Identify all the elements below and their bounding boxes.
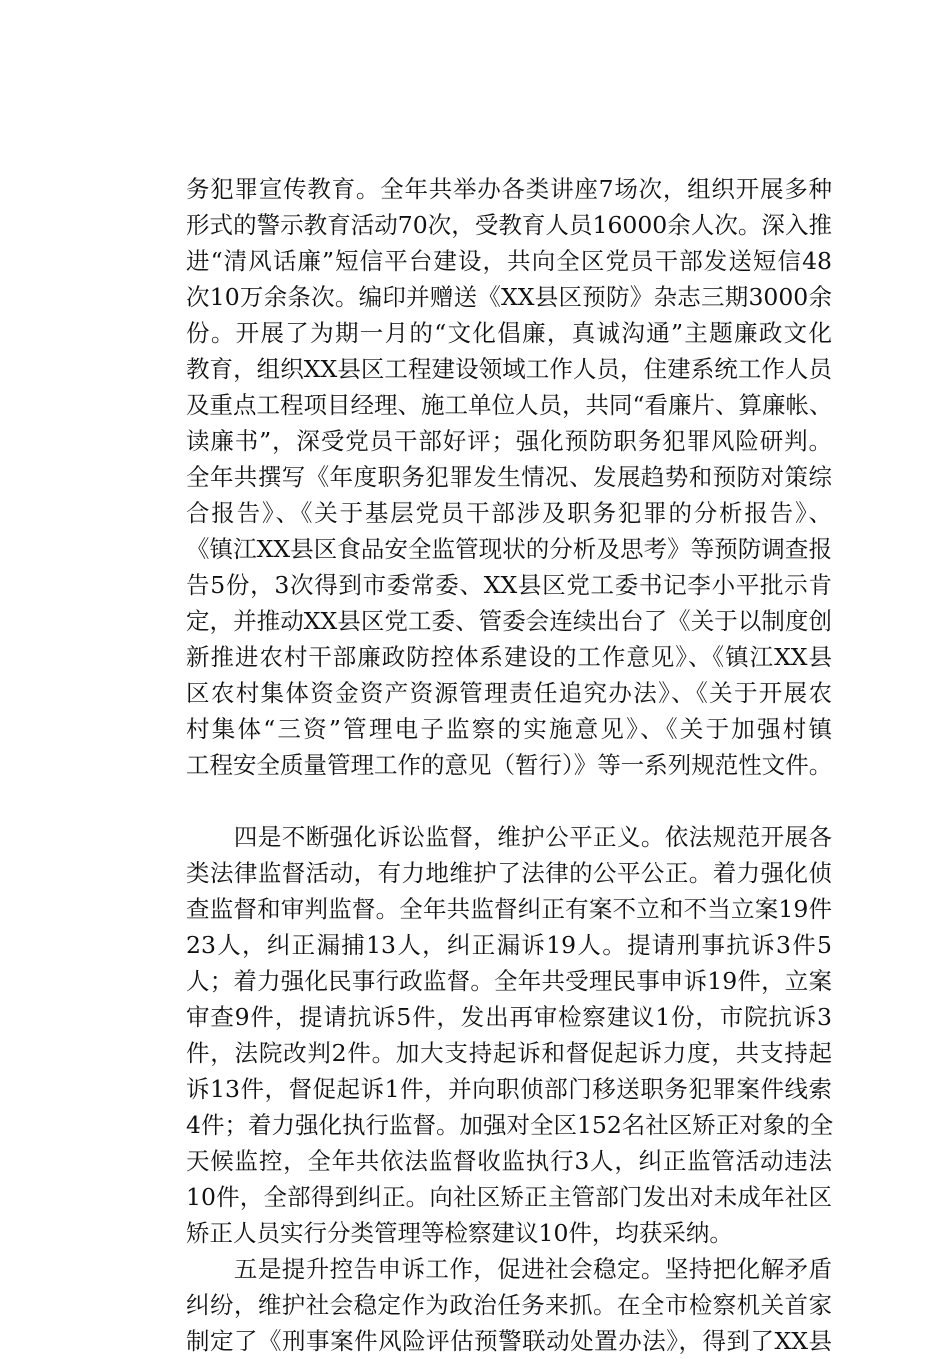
text-line: 查监督和审判监督。全年共监督纠正有案不立和不当立案19件 [186, 895, 832, 923]
text-line: 件，法院改判2件。加大支持起诉和督促起诉力度，共支持起 [186, 1039, 832, 1067]
text-line: 10件，全部得到纠正。向社区矫正主管部门发出对未成年社区 [186, 1183, 832, 1211]
text-line: 纠纷，维护社会稳定作为政治任务来抓。在全市检察机关首家 [186, 1291, 832, 1319]
text-line: 次10万余条次。编印并赠送《XX县区预防》杂志三期3000余 [186, 283, 832, 311]
text-line: 制定了《刑事案件风险评估预警联动处置办法》，得到了XX县 [186, 1327, 832, 1355]
text-line: 进“清风话廉”短信平台建设，共向全区党员干部发送短信48 [186, 247, 832, 275]
text-line: 天候监控，全年共依法监督收监执行3人，纠正监管活动违法 [186, 1147, 832, 1175]
text-line: 全年共撰写《年度职务犯罪发生情况、发展趋势和预防对策综 [186, 463, 832, 491]
text-line: 教育，组织XX县区工程建设领域工作人员，住建系统工作人员 [186, 355, 832, 383]
text-line: 《镇江XX县区食品安全监管现状的分析及思考》等预防调查报 [186, 535, 832, 563]
text-line: 4件；着力强化执行监督。加强对全区152名社区矫正对象的全 [186, 1111, 834, 1139]
blank-line [186, 783, 832, 819]
text-line: 份。开展了为期一月的“文化倡廉，真诚沟通”主题廉政文化 [186, 319, 832, 347]
text-line: 告5份，3次得到市委常委、XX县区党工委书记李小平批示肯 [186, 571, 832, 599]
text-line: 形式的警示教育活动70次，受教育人员16000余人次。深入推 [186, 211, 832, 239]
text-line: 务犯罪宣传教育。全年共举办各类讲座7场次，组织开展多种 [186, 175, 832, 203]
text-line: 读廉书”，深受党员干部好评；强化预防职务犯罪风险研判。 [186, 427, 832, 455]
text-line: 定，并推动XX县区党工委、管委会连续出台了《关于以制度创 [186, 607, 832, 635]
text-line: 工程安全质量管理工作的意见（暂行）》等一系列规范性文件。 [186, 751, 833, 779]
text-line: 新推进农村干部廉政防控体系建设的工作意见》、《镇江XX县 [186, 643, 832, 671]
paragraph-start-line: 五是提升控告申诉工作，促进社会稳定。坚持把化解矛盾 [186, 1255, 832, 1283]
text-line: 类法律监督活动，有力地维护了法律的公平公正。着力强化侦 [186, 859, 832, 887]
text-line: 人；着力强化民事行政监督。全年共受理民事申诉19件，立案 [186, 967, 832, 995]
text-line: 及重点工程项目经理、施工单位人员，共同“看廉片、算廉帐、 [186, 391, 833, 419]
paragraph-start-line: 四是不断强化诉讼监督，维护公平正义。依法规范开展各 [186, 823, 832, 851]
text-line: 合报告》、《关于基层党员干部涉及职务犯罪的分析报告》、 [186, 499, 832, 527]
text-line: 审查9件，提请抗诉5件，发出再审检察建议1份，市院抗诉3 [186, 1003, 832, 1031]
text-line: 23人，纠正漏捕13人，纠正漏诉19人。提请刑事抗诉3件5 [186, 931, 832, 959]
text-line: 村集体“三资”管理电子监察的实施意见》、《关于加强村镇 [186, 715, 832, 743]
text-line: 诉13件，督促起诉1件，并向职侦部门移送职务犯罪案件线索 [186, 1075, 832, 1103]
text-line: 区农村集体资金资产资源管理责任追究办法》、《关于开展农 [186, 679, 832, 707]
text-line: 矫正人员实行分类管理等检察建议10件，均获采纳。 [186, 1219, 733, 1247]
